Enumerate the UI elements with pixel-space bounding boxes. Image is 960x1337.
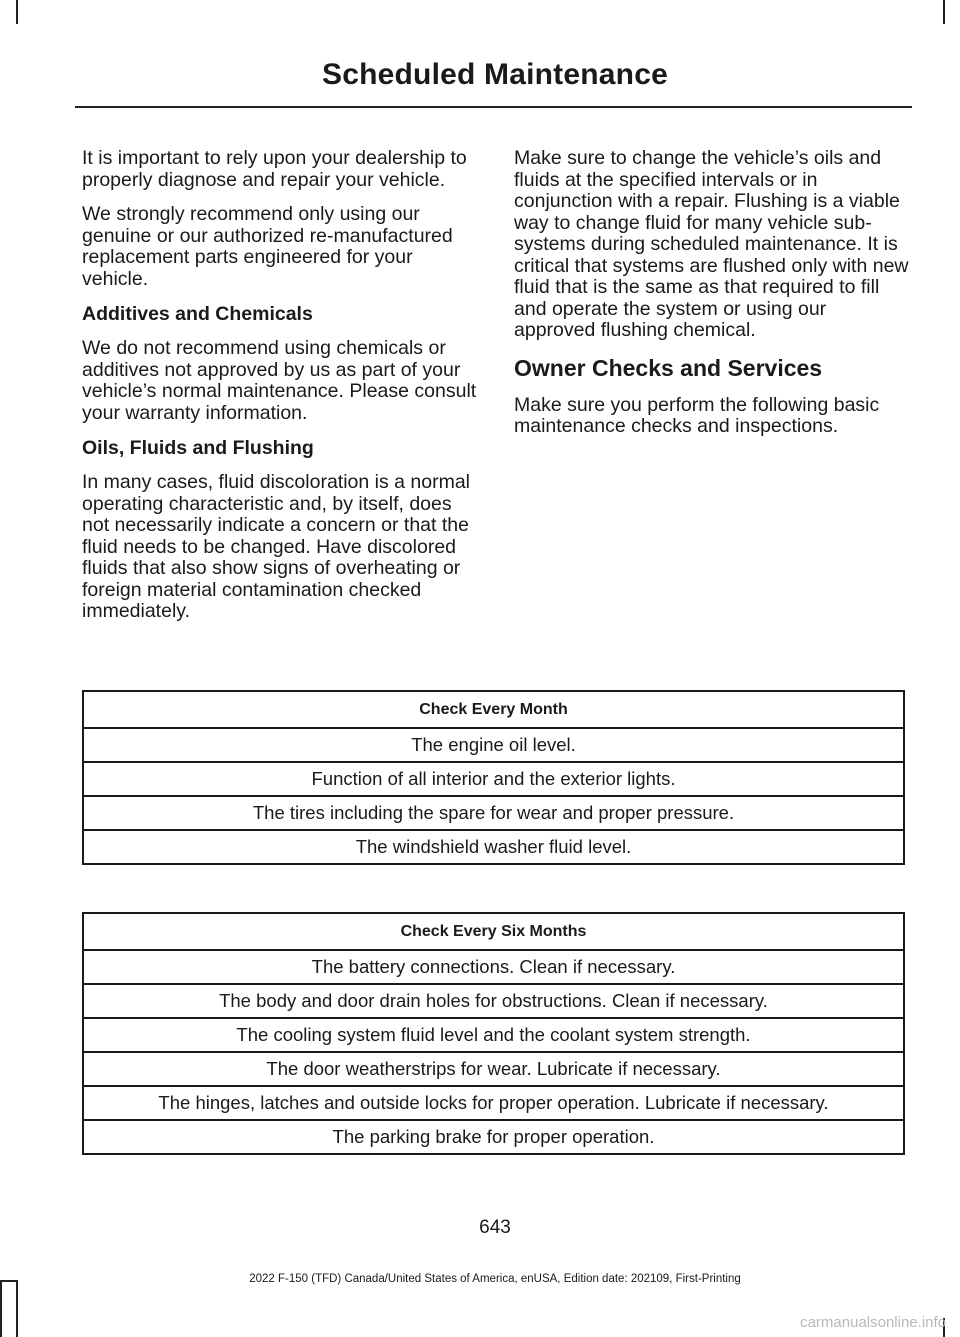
edition-footer: 2022 F-150 (TFD) Canada/United States of America, enUSA, Edition date: 202109, First-Printing [249,1273,741,1285]
table-row: The engine oil level. [83,728,904,762]
table-row: The windshield washer fluid level. [83,830,904,864]
table-row: The battery connections. Clean if necessary. [83,950,904,984]
owner-checks-paragraph: Make sure you perform the following basic maintenance checks and inspections. [514,393,880,437]
additives-heading: Additives and Chemicals [82,303,313,325]
table-row: The door weatherstrips for wear. Lubricate if necessary. [83,1052,904,1086]
table-row: The tires including the spare for wear and proper pressure. [83,796,904,830]
left-column [82,148,477,636]
genuine-parts-paragraph: We strongly recommend only using our genuine or our authorized re-manufactured replacement parts engineered for your vehicle. [82,203,453,290]
table-row: The parking brake for proper operation. [83,1120,904,1154]
fluid-change-paragraph: Make sure to change the vehicle’s oils and fluids at the specified intervals or in conjunction with a repair. Flushing is a viable way to change fluid for many vehicle sub-systems during scheduled maintenance. It is critical that systems are flushed only with new fluid that is the same as that required to fill and operate the system or using our approved flushing chemical. [514,147,909,341]
table-row: The cooling system fluid level and the coolant system strength. [83,1018,904,1052]
owner-checks-heading: Owner Checks and Services [514,354,823,381]
six-month-checks-table [82,912,905,1155]
header-divider [75,106,912,108]
monthly-checks-table [82,690,905,865]
oils-fluids-heading: Oils, Fluids and Flushing [82,437,314,459]
page-title: Scheduled Maintenance [322,58,668,91]
table-header: Check Every Six Months [83,913,904,950]
crop-mark-bottom-left-v [16,1280,18,1337]
right-column [514,148,909,451]
additives-paragraph: We do not recommend using chemicals or additives not approved by us as part of your vehicle’s normal maintenance. Please consult your warranty information. [82,337,477,424]
table-row: The body and door drain holes for obstructions. Clean if necessary. [83,984,904,1018]
watermark: carmanualsonline.info [800,1314,946,1331]
page-number: 643 [479,1217,511,1238]
table-row: Function of all interior and the exterior lights. [83,762,904,796]
fluid-discoloration-paragraph: In many cases, fluid discoloration is a normal operating characteristic and, by itself, does not necessarily indicate a concern or that the fluid needs to be changed. Have discolored fluids that also show signs of overheating or foreign material contamination checked immediately. [82,471,471,622]
table-header: Check Every Month [83,691,904,728]
table-row: The hinges, latches and outside locks for proper operation. Lubricate if necessary. [83,1086,904,1120]
dealership-paragraph: It is important to rely upon your dealership to properly diagnose and repair your vehicle. [82,147,467,191]
crop-mark-top-left [16,0,18,24]
crop-mark-top-right [943,0,945,24]
crop-mark-bottom-left [0,1280,2,1337]
